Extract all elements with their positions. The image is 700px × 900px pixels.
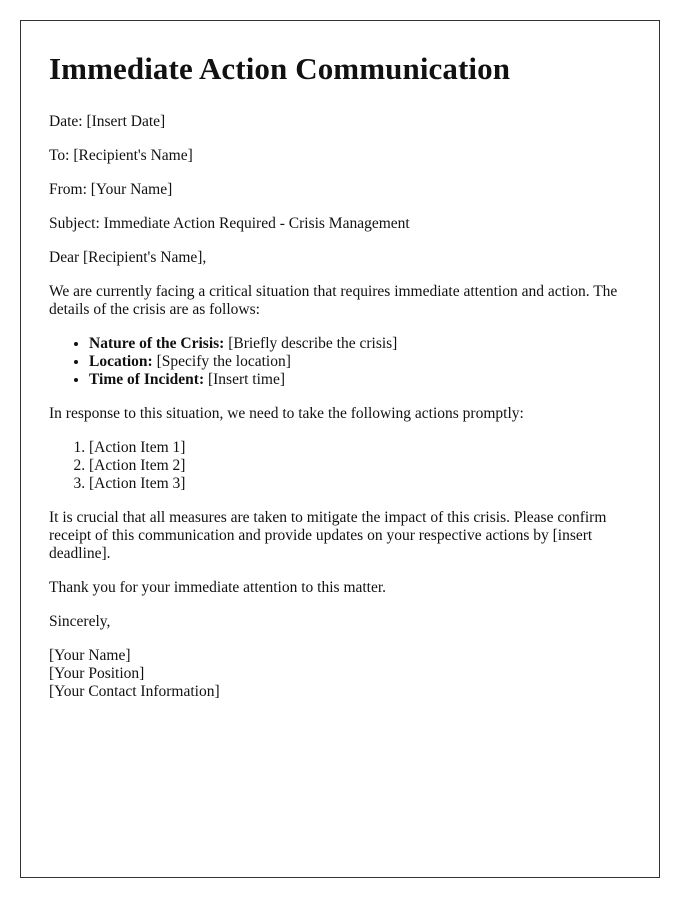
detail-value: [Specify the location]	[152, 353, 291, 370]
detail-label: Location:	[89, 353, 153, 370]
signature-name: [Your Name]	[49, 647, 131, 664]
to-line: To: [Recipient's Name]	[49, 147, 193, 164]
letter-container	[20, 20, 660, 878]
letter-title: Immediate Action Communication	[49, 51, 511, 86]
date-line: Date: [Insert Date]	[49, 113, 166, 130]
action-item: 3. [Action Item 3]	[89, 475, 631, 493]
detail-label: Nature of the Crisis:	[89, 335, 225, 352]
list-item	[89, 335, 631, 353]
action-items-list	[49, 439, 631, 493]
detail-label: Time of Incident:	[89, 371, 205, 388]
salutation: Dear [Recipient's Name],	[49, 249, 207, 266]
signoff: Sincerely,	[49, 613, 111, 630]
thanks-line: Thank you for your immediate attention to this matter.	[49, 579, 387, 596]
action-item: 1. [Action Item 1]	[89, 439, 631, 457]
intro-paragraph: We are currently facing a critical situation that requires immediate attention and action. The details of the crisis are as follows:	[49, 283, 618, 318]
list-item	[89, 353, 631, 371]
signature-contact: [Your Contact Information]	[49, 683, 220, 700]
detail-value: [Insert time]	[204, 371, 286, 388]
detail-value: [Briefly describe the crisis]	[224, 335, 398, 352]
response-intro: In response to this situation, we need to take the following actions promptly:	[49, 405, 524, 422]
crisis-details-list	[49, 335, 631, 389]
subject-line: Subject: Immediate Action Required - Crisis Management	[49, 215, 410, 232]
closing-paragraph: It is crucial that all measures are taken to mitigate the impact of this crisis. Please confirm receipt of this communication and provide updates on your respective actions by [insert deadline].	[49, 509, 607, 562]
from-line: From: [Your Name]	[49, 181, 173, 198]
list-item	[89, 371, 631, 389]
action-item: 2. [Action Item 2]	[89, 457, 631, 475]
signature-block	[49, 647, 631, 701]
signature-position: [Your Position]	[49, 665, 145, 682]
